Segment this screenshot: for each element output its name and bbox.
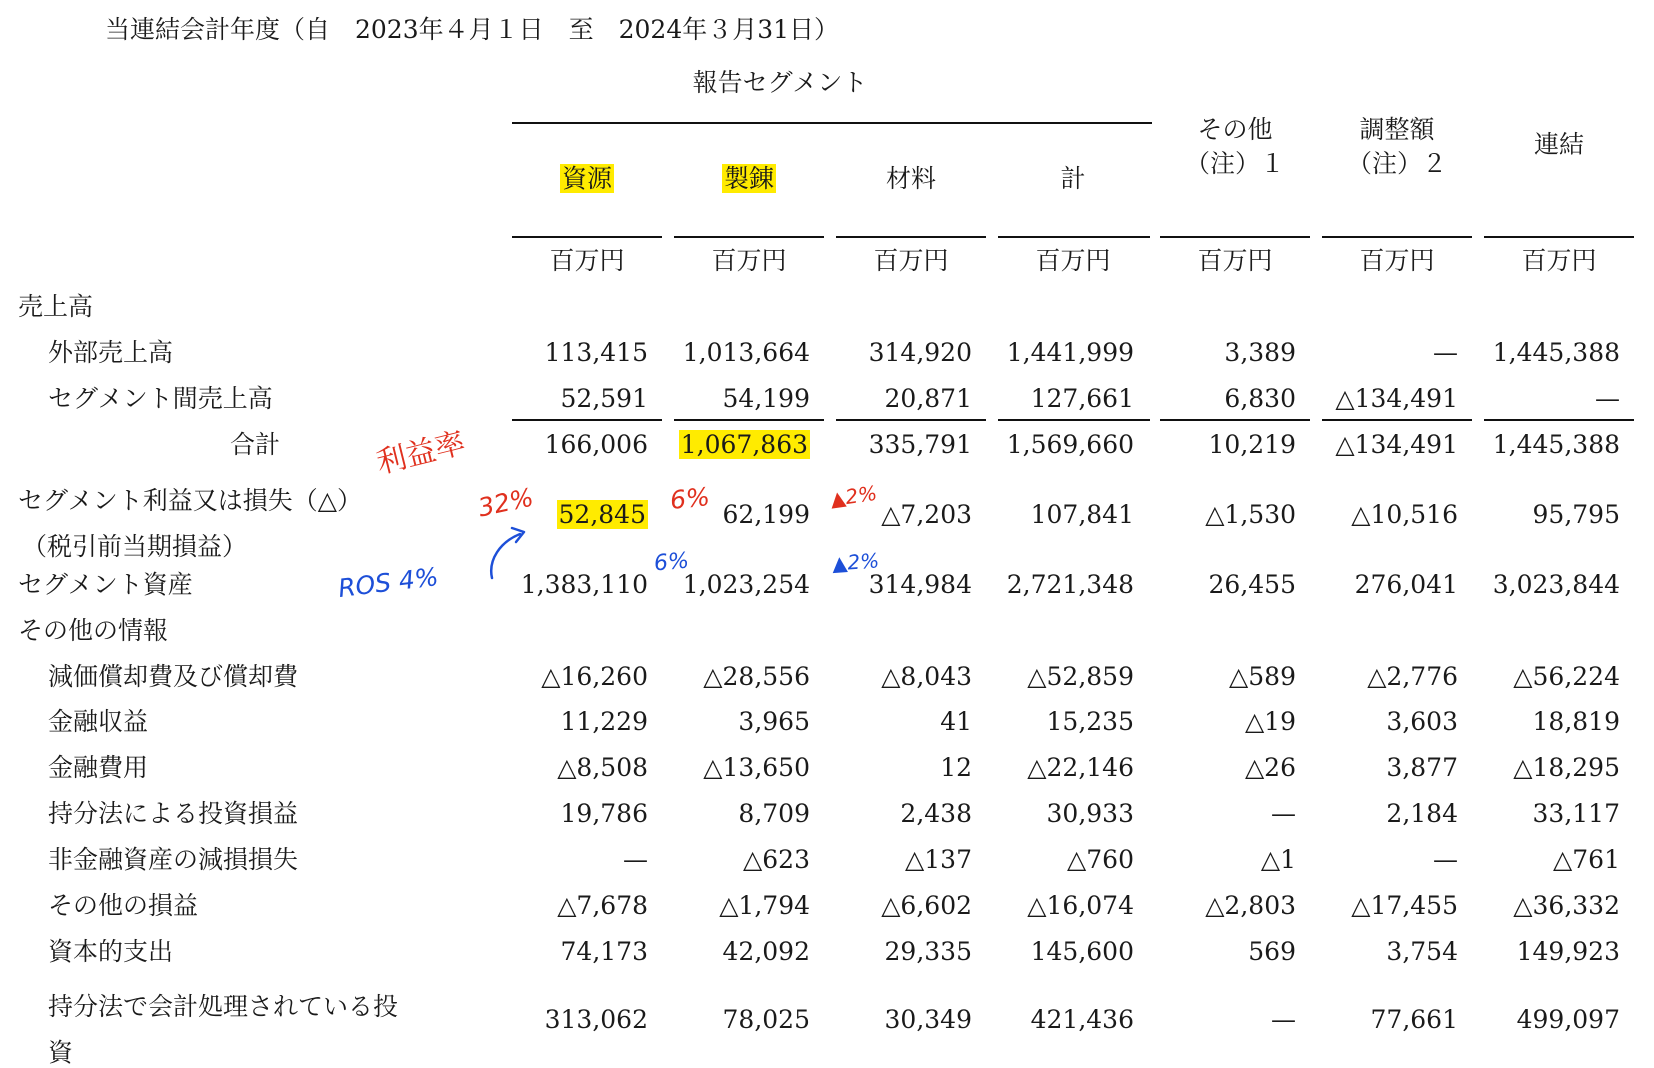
table-cell: 19,786 [560,799,648,828]
table-cell: 15,235 [1046,707,1134,736]
table-cell: △16,260 [541,662,648,691]
table-cell: △16,074 [1027,891,1134,920]
unit-label: 百万円 [1359,246,1435,275]
col-header-other: その他 （注）１ [1184,115,1285,178]
table-cell: △52,859 [1027,662,1134,691]
table-cell: △18,295 [1513,753,1620,782]
annotation-pct-2-bottom: ▲2% [831,548,880,576]
table-cell: 107,841 [1030,500,1134,529]
table-cell: △623 [743,845,810,874]
table-cell: 10,219 [1208,430,1296,459]
table-cell: 30,349 [884,1005,972,1034]
table-cell: 41 [940,707,972,736]
annotation-pct-2-top: ▲2% [828,480,879,512]
period-title: 当連結会計年度（自 2023年４月１日 至 2024年３月31日） [105,15,840,44]
table-cell: 2,438 [900,799,972,828]
table-cell: 3,023,844 [1492,570,1620,599]
table-cell: 1,023,254 [682,570,810,599]
col-header-materials: 材料 [885,164,936,193]
table-cell: △1,794 [719,891,810,920]
table-cell: 11,229 [560,707,648,736]
row-label-continuation: （税引前当期損益） [22,532,248,561]
table-cell: △7,203 [881,500,972,529]
table-cell: 1,569,660 [1006,430,1134,459]
table-cell: △56,224 [1513,662,1620,691]
row-label: 売上高 [18,292,94,321]
row-label: 金融収益 [48,707,149,736]
unit-label: 百万円 [711,246,787,275]
table-cell: — [623,845,648,874]
row-label: 持分法による投資損益 [48,799,299,828]
col-header-smelting: 製錬 [723,164,774,193]
table-cell: 54,199 [722,384,810,413]
unit-label: 百万円 [549,246,625,275]
table-cell: 77,661 [1370,1005,1458,1034]
table-cell: 149,923 [1516,937,1620,966]
table-cell: △26 [1244,753,1296,782]
table-cell: 3,877 [1386,753,1458,782]
table-cell: △6,602 [881,891,972,920]
annotation-pct-6-top: 6% [668,482,712,515]
table-cell: △17,455 [1351,891,1458,920]
table-cell: 42,092 [722,937,810,966]
table-cell: 33,117 [1532,799,1620,828]
table-cell: 74,173 [560,937,648,966]
report-segment-header: 報告セグメント [692,68,868,97]
table-cell: 2,721,348 [1006,570,1134,599]
table-cell: 3,389 [1224,338,1296,367]
table-cell: 78,025 [722,1005,810,1034]
table-cell: 1,445,388 [1492,430,1620,459]
unit-label: 百万円 [873,246,949,275]
table-cell: — [1271,799,1296,828]
table-cell: 1,445,388 [1492,338,1620,367]
table-cell: 127,661 [1030,384,1134,413]
row-label: 持分法で会計処理されている投 [48,992,399,1021]
table-cell: △8,043 [881,662,972,691]
unit-label: 百万円 [1521,246,1597,275]
table-cell: △760 [1067,845,1134,874]
table-cell: 95,795 [1532,500,1620,529]
row-label: 合計 [230,430,281,459]
table-cell: 499,097 [1516,1005,1620,1034]
col-header-adjustment: 調整額 （注）２ [1346,115,1447,178]
row-label: セグメント利益又は損失（△） [18,486,362,515]
table-cell: — [1433,338,1458,367]
table-cell: △761 [1553,845,1620,874]
table-cell: 1,013,664 [682,338,810,367]
table-cell: △19 [1244,707,1296,736]
table-cell: △137 [905,845,972,874]
table-cell: 1,441,999 [1006,338,1134,367]
table-cell: △8,508 [557,753,648,782]
table-cell: 12 [940,753,972,782]
table-cell: △134,491 [1335,384,1458,413]
table-cell: △7,678 [557,891,648,920]
table-cell: — [1271,1005,1296,1034]
table-cell: △1 [1260,845,1296,874]
row-label: セグメント間売上高 [48,384,273,413]
row-label: その他の損益 [48,891,199,920]
table-cell: 6,830 [1224,384,1296,413]
annotation-pct-32: 32% [475,482,536,523]
row-label-continuation: 資 [48,1038,74,1067]
table-cell: 3,603 [1386,707,1458,736]
table-cell: 30,933 [1046,799,1134,828]
highlighted-value: 1,067,863 [680,430,808,459]
table-cell: 20,871 [884,384,972,413]
table-cell: 3,965 [738,707,810,736]
table-cell: △13,650 [703,753,810,782]
table-cell: 8,709 [738,799,810,828]
table-cell: 52,591 [560,384,648,413]
table-cell: △2,776 [1367,662,1458,691]
table-cell: 276,041 [1354,570,1458,599]
table-cell: 166,006 [544,430,648,459]
annotation-profit-rate: 利益率 [372,425,469,482]
row-label: 外部売上高 [48,338,174,367]
table-cell: 18,819 [1532,707,1620,736]
row-label: 減価償却費及び償却費 [48,662,299,691]
table-cell: — [1595,384,1620,413]
table-cell: △28,556 [703,662,810,691]
highlighted-value: 52,845 [558,500,646,529]
table-cell: △36,332 [1513,891,1620,920]
row-label: その他の情報 [18,616,169,645]
col-header-subtotal: 計 [1060,164,1086,193]
table-cell: △134,491 [1335,430,1458,459]
table-cell: △589 [1229,662,1296,691]
table-cell: 1,383,110 [520,570,648,599]
table-cell: 29,335 [884,937,972,966]
table-cell: △22,146 [1027,753,1134,782]
row-label: 資本的支出 [48,937,174,966]
table-cell: 113,415 [544,338,648,367]
table-cell: 314,984 [868,570,972,599]
table-cell: 26,455 [1208,570,1296,599]
table-cell: 2,184 [1386,799,1458,828]
table-cell: 313,062 [544,1005,648,1034]
table-cell: 3,754 [1386,937,1458,966]
col-header-resources: 資源 [561,164,612,193]
table-cell: △10,516 [1351,500,1458,529]
row-label: セグメント資産 [18,570,193,599]
table-cell: 62,199 [722,500,810,529]
table-cell: 569 [1248,937,1296,966]
annotation-pct-6-bottom: 6% [652,548,690,577]
table-cell: △1,530 [1205,500,1296,529]
table-cell: 145,600 [1030,937,1134,966]
unit-label: 百万円 [1035,246,1111,275]
col-header-consolidated: 連結 [1533,130,1584,159]
table-cell: 335,791 [868,430,972,459]
unit-label: 百万円 [1197,246,1273,275]
table-cell: — [1433,845,1458,874]
table-cell: △2,803 [1205,891,1296,920]
row-label: 金融費用 [48,753,149,782]
row-label: 非金融資産の減損損失 [48,845,299,874]
table-cell: 421,436 [1030,1005,1134,1034]
annotation-ros: ROS 4% [336,561,440,604]
table-cell: 314,920 [868,338,972,367]
